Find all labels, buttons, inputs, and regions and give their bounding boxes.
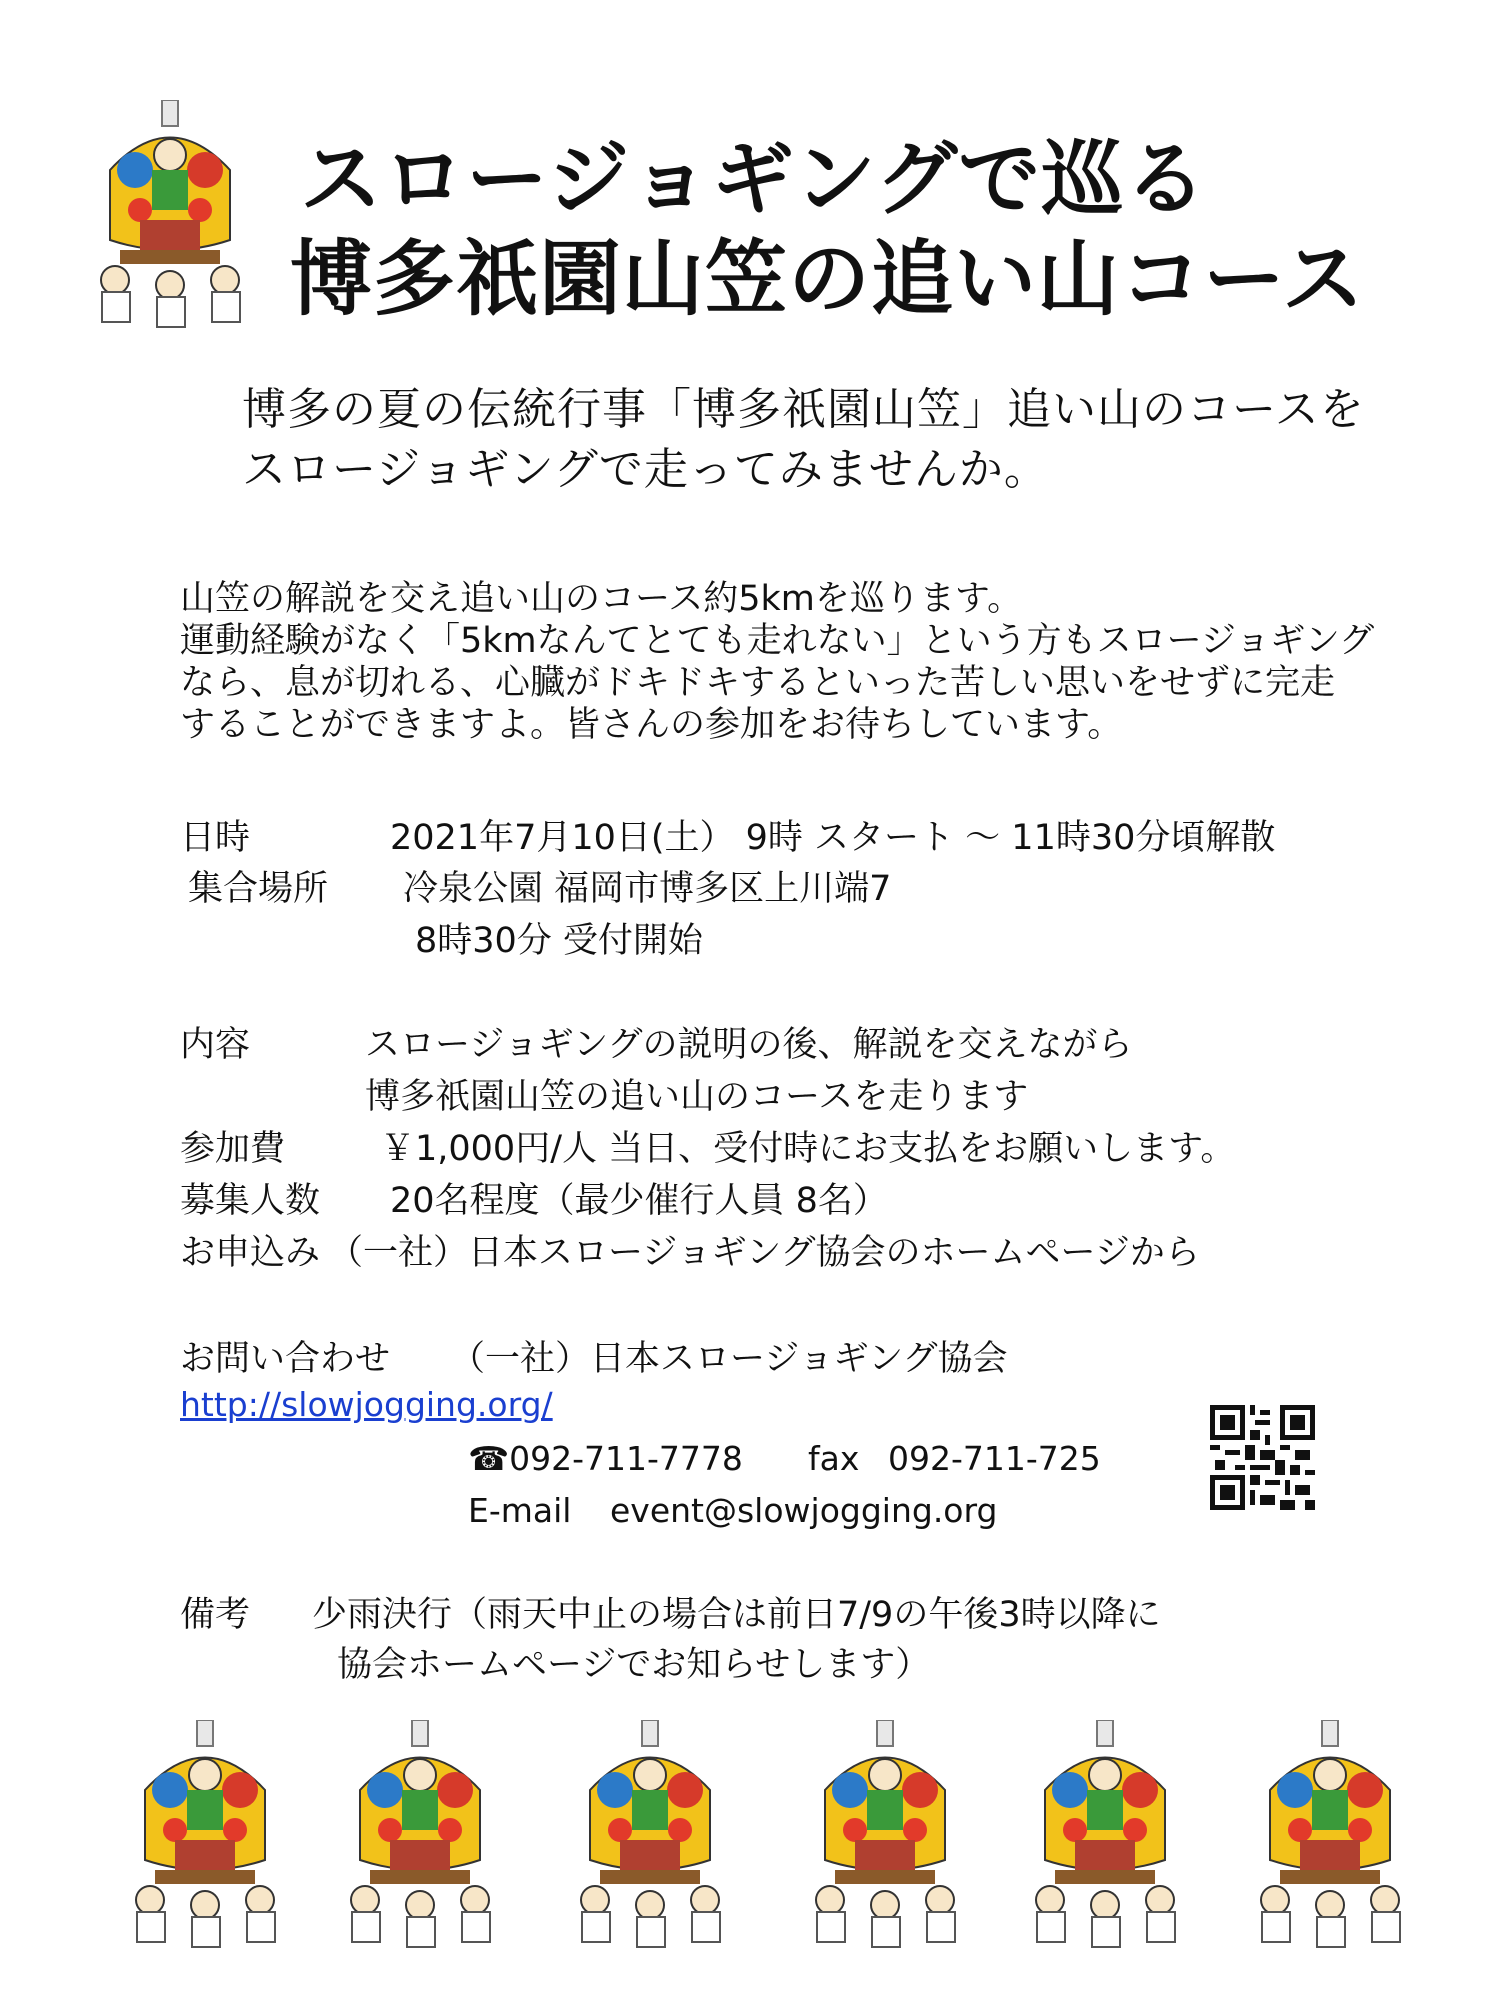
reception-value: 8時30分 受付開始 — [415, 921, 703, 961]
content-line-1: スロージョギングの説明の後、解説を交えながら — [365, 1025, 1133, 1065]
datetime-value: 2021年7月10日(土） 9時 スタート ～ 11時30分頃解散 — [390, 818, 1276, 858]
fee-value: ￥1,000円/人 当日、受付時にお支払をお願いします。 — [380, 1129, 1236, 1169]
qr-code[interactable] — [1210, 1405, 1315, 1514]
phone-icon: ☎ — [468, 1439, 510, 1478]
contact-url-row — [180, 1382, 553, 1428]
yamakasa-float-illustration — [1240, 1720, 1420, 1950]
yamakasa-float-illustration — [115, 1720, 295, 1950]
yamakasa-float-illustration — [80, 100, 260, 330]
yamakasa-float-illustration — [330, 1720, 510, 1950]
email-value: event@slowjogging.org — [610, 1491, 998, 1530]
capacity-label: 募集人数 — [180, 1181, 321, 1221]
capacity-value: 20名程度（最少催行人員 8名） — [390, 1181, 888, 1221]
title-line-1: スロージョギングで巡る — [300, 132, 1208, 227]
email-label: E-mail — [468, 1491, 572, 1530]
fee-label: 参加費 — [180, 1129, 286, 1169]
contact-url-link[interactable]: http://slowjogging.org/ — [180, 1385, 553, 1424]
notes-row-2 — [337, 1642, 930, 1688]
reception-row — [415, 918, 703, 964]
contact-org: （一社）日本スロージョギング協会 — [450, 1339, 1008, 1379]
content-label: 内容 — [180, 1025, 251, 1065]
lead-text — [242, 380, 1365, 500]
notes-line-1: 少雨決行（雨天中止の場合は前日7/9の午後3時以降に — [312, 1595, 1161, 1635]
description-line-1: 山笠の解説を交え追い山のコース約5kmを巡ります。 — [180, 579, 1023, 619]
tel-row — [468, 1436, 1101, 1482]
description-line-3: なら、息が切れる、心臓がドキドキするといった苦しい思いをせずに完走 — [180, 663, 1336, 703]
lead-line-2: スロージョギングで走ってみませんか。 — [242, 444, 1049, 495]
apply-value: （一社）日本スロージョギング協会のホームページから — [328, 1233, 1200, 1273]
yamakasa-float-illustration — [560, 1720, 740, 1950]
contact-label: お問い合わせ — [180, 1339, 391, 1379]
apply-label: お申込み — [180, 1233, 321, 1273]
tel-value: 092-711-7778 — [509, 1439, 743, 1478]
fax-label: fax — [808, 1439, 860, 1478]
notes-line-2: 協会ホームページでお知らせします） — [337, 1645, 931, 1685]
notes-label: 備考 — [180, 1595, 251, 1635]
lead-line-1: 博多の夏の伝統行事「博多祇園山笠」追い山のコースを — [242, 384, 1365, 435]
content-row-2 — [365, 1074, 1028, 1120]
page-title — [290, 130, 1400, 327]
description-line-2: 運動経験がなく「5kmなんてとても走れない」という方もスロージョギング — [180, 621, 1375, 661]
yamakasa-float-illustration — [795, 1720, 975, 1950]
fax-value: 092-711-725 — [888, 1439, 1101, 1478]
venue-value: 冷泉公園 福岡市博多区上川端7 — [403, 869, 892, 909]
venue-label: 集合場所 — [188, 869, 329, 909]
content-line-2: 博多祇園山笠の追い山のコースを走ります — [365, 1077, 1029, 1117]
description — [180, 578, 1374, 746]
datetime-label: 日時 — [180, 818, 251, 858]
yamakasa-float-illustration — [1015, 1720, 1195, 1950]
description-line-4: することができますよ。皆さんの参加をお待ちしています。 — [180, 705, 1123, 745]
title-line-2: 博多祇園山笠の追い山コース — [290, 232, 1365, 327]
